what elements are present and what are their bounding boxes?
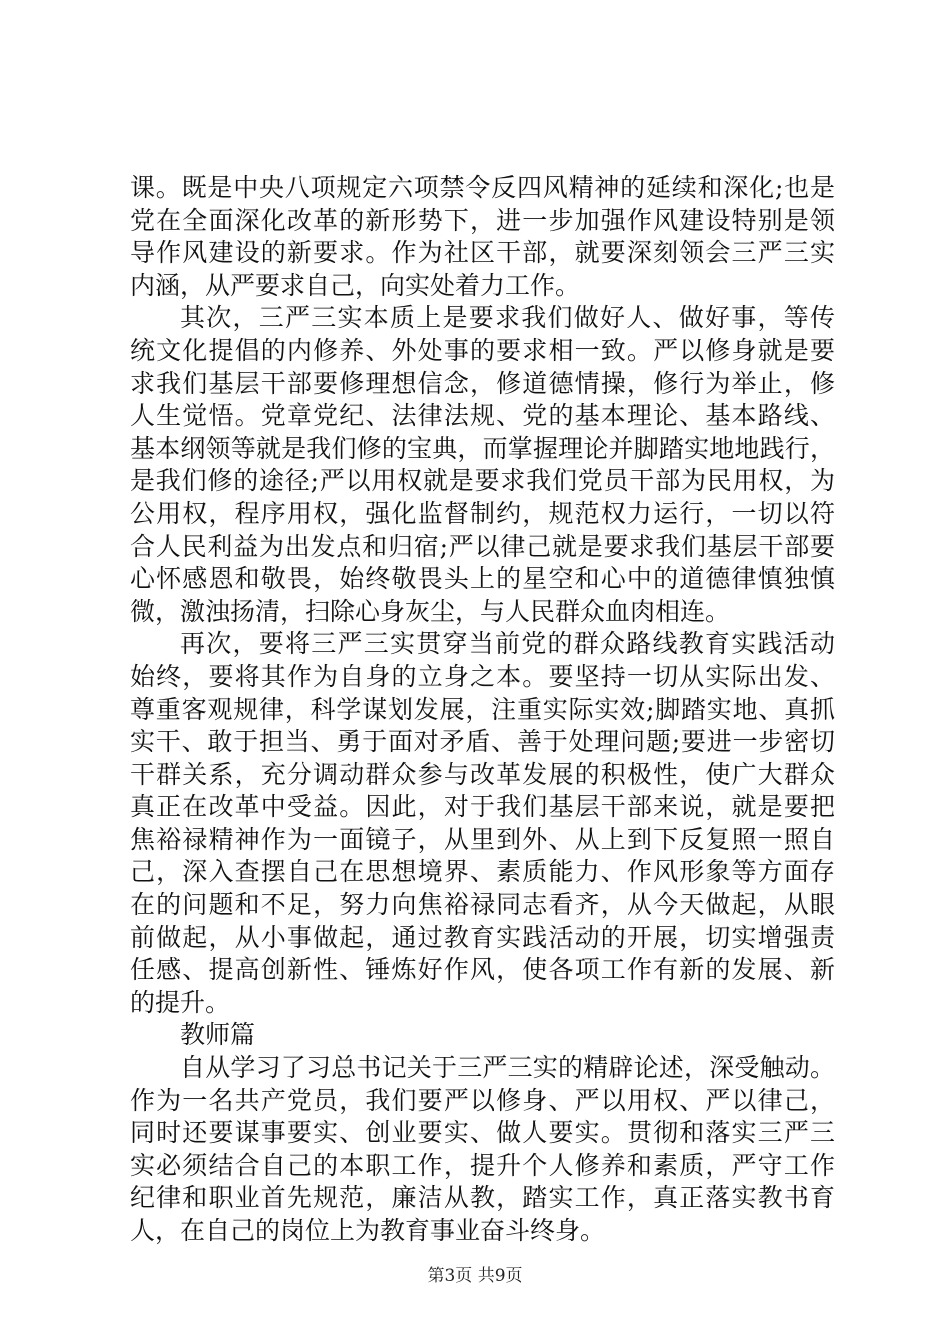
text-line: 任感、提高创新性、锤炼好作风，使各项工作有新的发展、新 xyxy=(130,955,835,985)
text-line: 基本纲领等就是我们修的宝典，而掌握理论并脚踏实地地践行， xyxy=(130,433,835,463)
text-line: 尊重客观规律，科学谋划发展，注重实际实效;脚踏实地、真抓 xyxy=(130,694,835,724)
text-line: 合人民利益为出发点和归宿;严以律己就是要求我们基层干部要 xyxy=(130,531,835,561)
text-line: 的提升。 xyxy=(130,987,231,1017)
text-line: 人生觉悟。党章党纪、法律法规、党的基本理论、基本路线、 xyxy=(130,401,835,431)
text-line: 再次，要将三严三实贯穿当前党的群众路线教育实践活动 xyxy=(180,629,835,659)
text-line: 实干、敢于担当、勇于面对矛盾、善于处理问题;要进一步密切 xyxy=(130,727,835,757)
text-line: 是我们修的途径;严以用权就是要求我们党员干部为民用权，为 xyxy=(130,466,835,496)
text-line: 教师篇 xyxy=(180,1020,256,1050)
text-line: 己，深入查摆自己在思想境界、素质能力、作风形象等方面存 xyxy=(130,857,835,887)
text-line: 微，激浊扬清，扫除心身灰尘，与人民群众血肉相连。 xyxy=(130,596,731,626)
text-line: 统文化提倡的内修养、外处事的要求相一致。严以修身就是要 xyxy=(130,335,835,365)
text-line: 真正在改革中受益。因此，对于我们基层干部来说，就是要把 xyxy=(130,792,835,822)
text-line: 内涵，从严要求自己，向实处着力工作。 xyxy=(130,270,581,300)
document-body xyxy=(130,172,835,1248)
text-line: 在的问题和不足，努力向焦裕禄同志看齐，从今天做起，从眼 xyxy=(130,890,835,920)
text-line: 导作风建设的新要求。作为社区干部，就要深刻领会三严三实 xyxy=(130,238,835,268)
text-line: 公用权，程序用权，强化监督制约，规范权力运行，一切以符 xyxy=(130,498,835,528)
page-number-footer: 第3页 共9页 xyxy=(427,1266,523,1286)
text-line: 前做起，从小事做起，通过教育实践活动的开展，切实增强责 xyxy=(130,922,835,952)
text-line: 人，在自己的岗位上为教育事业奋斗终身。 xyxy=(130,1216,606,1245)
text-line: 实必须结合自己的本职工作，提升个人修养和素质，严守工作 xyxy=(130,1150,835,1180)
text-line: 纪律和职业首先规范，廉洁从教，踏实工作，真正落实教书育 xyxy=(130,1183,835,1213)
text-line: 干群关系，充分调动群众参与改革发展的积极性，使广大群众 xyxy=(130,759,835,789)
text-line: 自从学习了习总书记关于三严三实的精辟论述，深受触动。 xyxy=(180,1053,835,1083)
text-line: 心怀感恩和敬畏，始终敬畏头上的星空和心中的道德律慎独慎 xyxy=(130,564,835,594)
text-line: 党在全面深化改革的新形势下，进一步加强作风建设特别是领 xyxy=(130,205,835,235)
text-line: 求我们基层干部要修理想信念，修道德情操，修行为举止，修 xyxy=(130,368,835,398)
text-line: 始终，要将其作为自身的立身之本。要坚持一切从实际出发、 xyxy=(130,661,835,691)
text-line: 焦裕禄精神作为一面镜子，从里到外、从上到下反复照一照自 xyxy=(130,824,835,854)
text-line: 同时还要谋事要实、创业要实、做人要实。贯彻和落实三严三 xyxy=(130,1118,835,1148)
text-line: 作为一名共产党员，我们要严以修身、严以用权、严以律己， xyxy=(130,1085,835,1115)
text-line: 其次，三严三实本质上是要求我们做好人、做好事，等传 xyxy=(180,303,835,333)
text-line: 课。既是中央八项规定六项禁令反四风精神的延续和深化;也是 xyxy=(130,173,835,202)
